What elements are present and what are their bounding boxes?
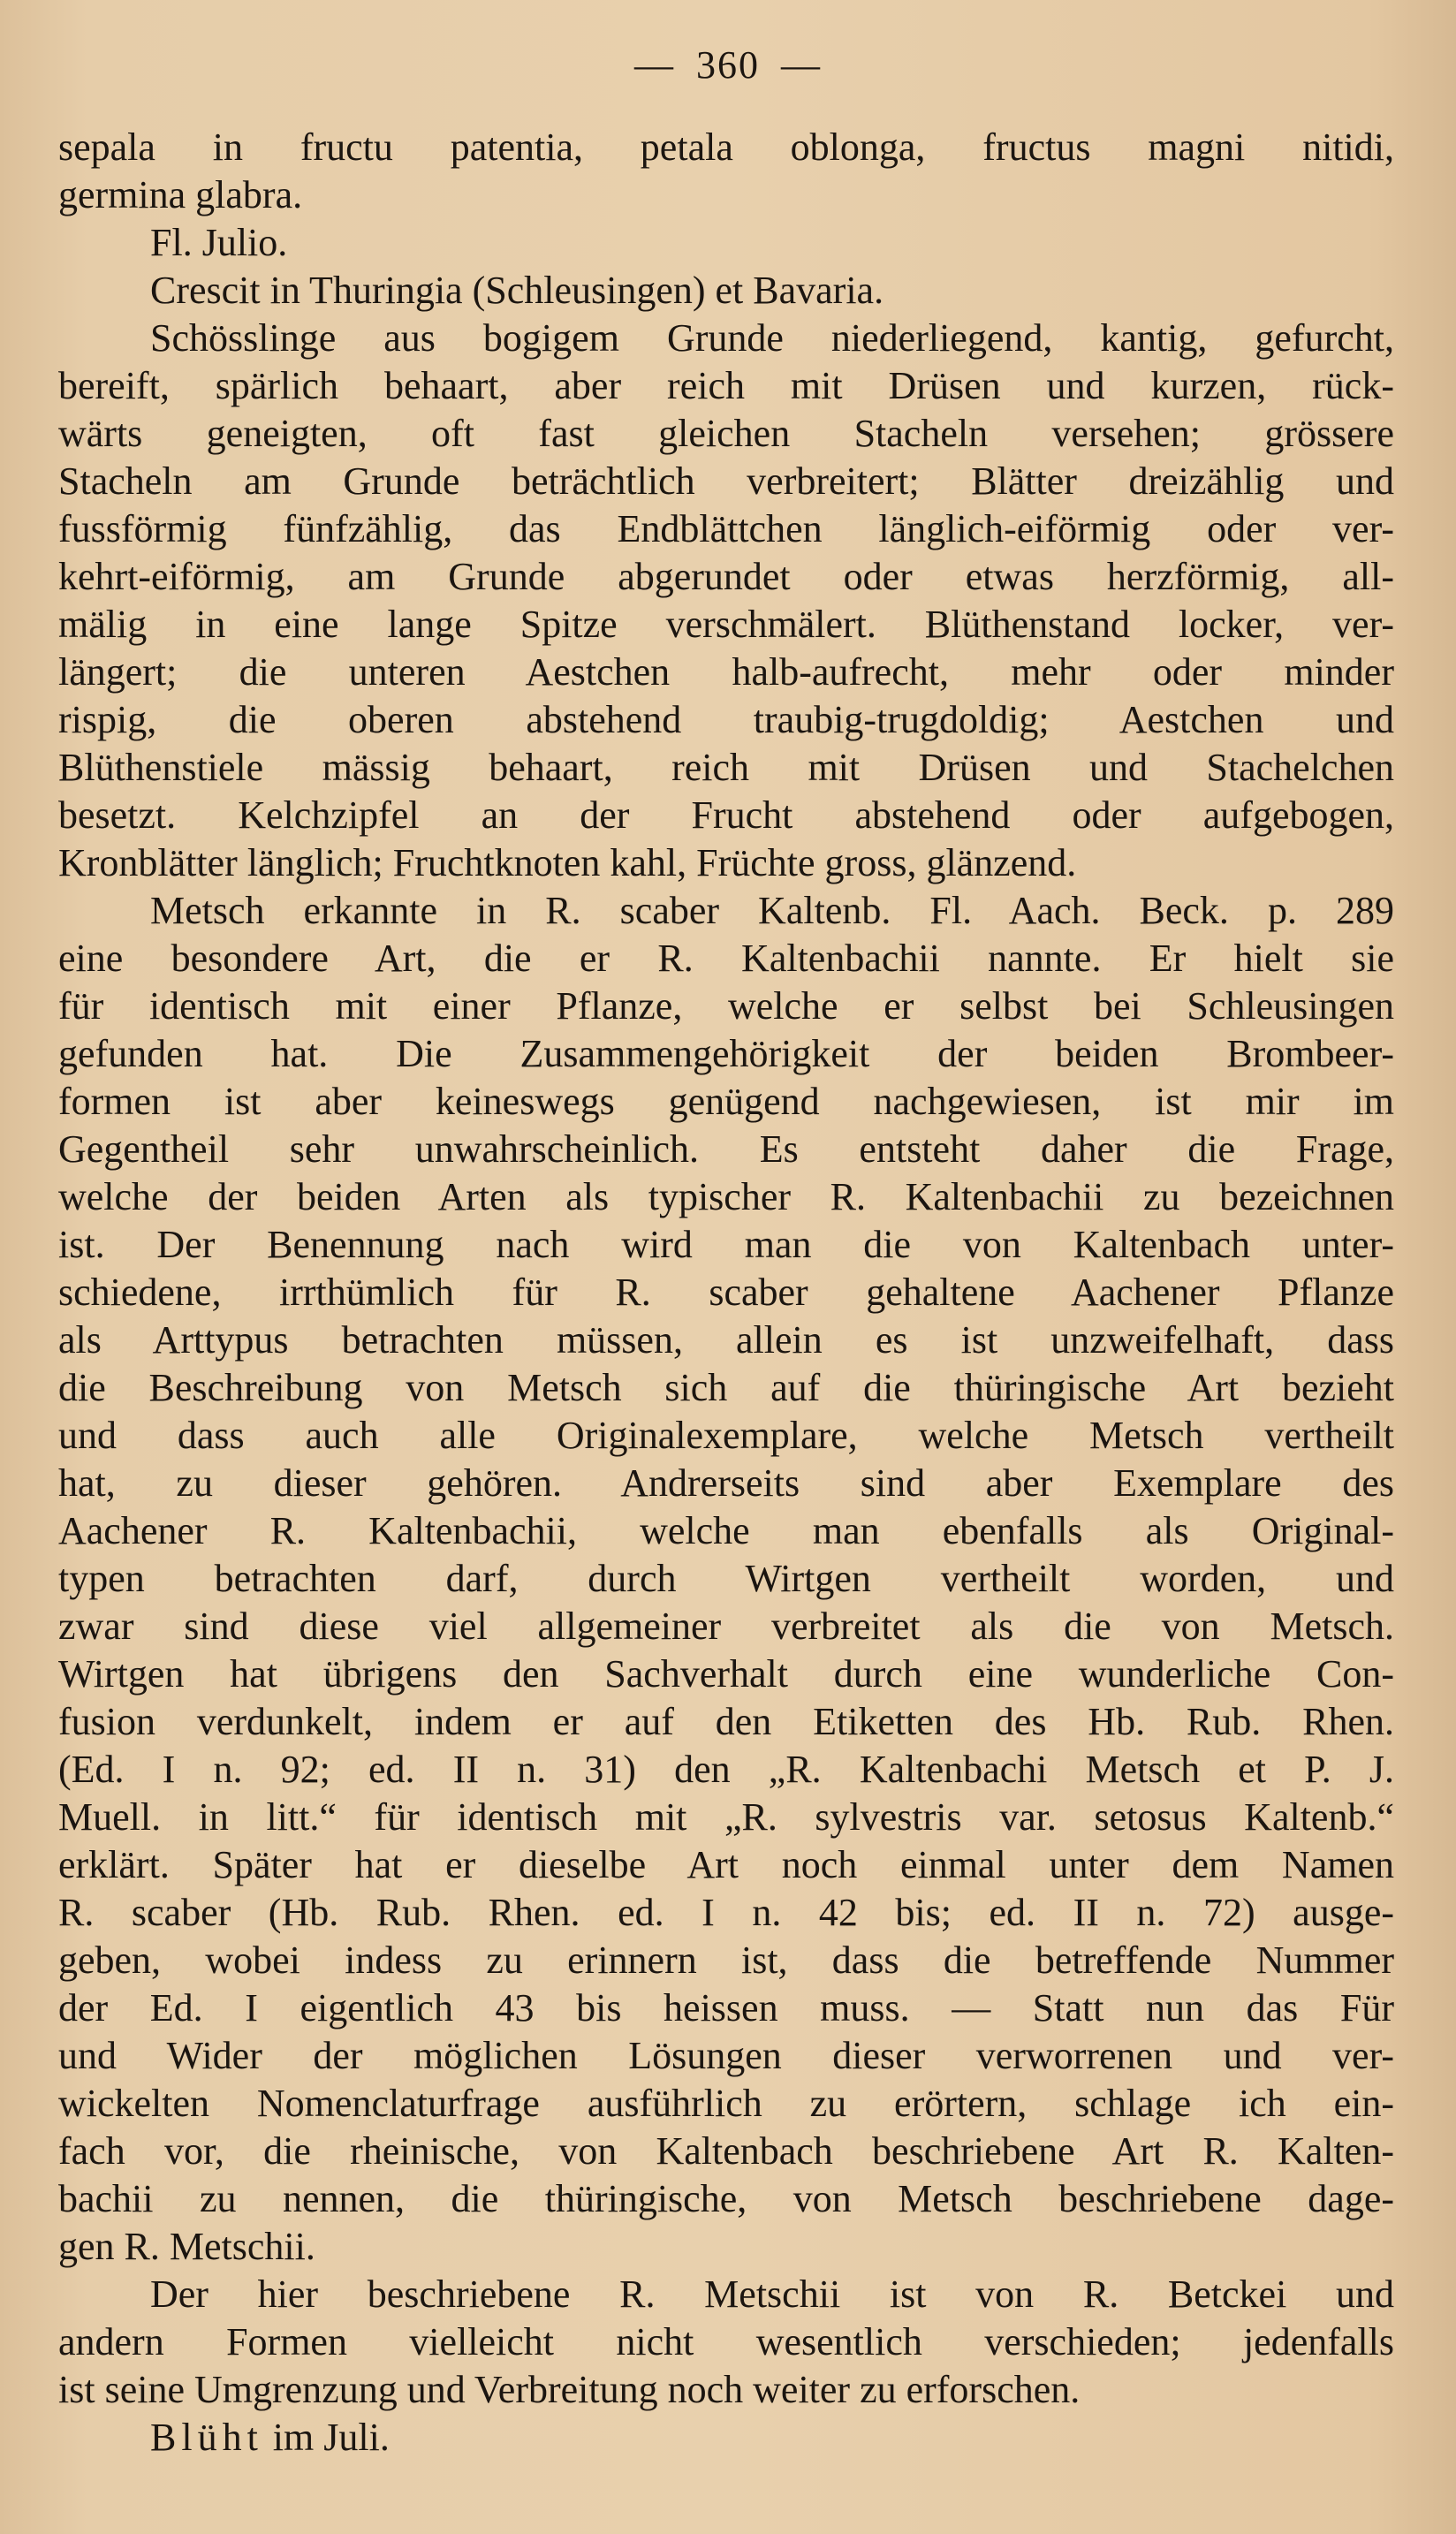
text-line: fach vor, die rheinische, von Kaltenbach beschriebene Art R. Kalten- xyxy=(58,2129,1394,2173)
text-line: besetzt. Kelchzipfel an der Frucht abstehend oder aufgebogen, xyxy=(58,793,1394,837)
text-line: schiedene, irrthümlich für R. scaber gehaltene Aachener Pflanze xyxy=(58,1271,1394,1314)
text-line: und dass auch alle Originalexemplare, welche Metsch vertheilt xyxy=(58,1414,1394,1457)
text-line: kehrt-eiförmig, am Grunde abgerundet oder etwas herzförmig, all- xyxy=(58,555,1394,598)
text-line: wärts geneigten, oft fast gleichen Stacheln versehen; grössere xyxy=(58,412,1394,455)
body-text xyxy=(58,124,1394,2462)
text-line: ist seine Umgrenzung und Verbreitung noch weiter zu erforschen. xyxy=(58,2368,1081,2411)
text-line: Muell. in litt.“ für identisch mit „R. sylvestris var. setosus Kaltenb.“ xyxy=(58,1795,1394,1839)
text-line: fusion verdunkelt, indem er auf den Etiketten des Hb. Rub. Rhen. xyxy=(58,1700,1394,1743)
text-line-flowering: Blüht im Juli. xyxy=(150,2416,390,2459)
text-line: typen betrachten darf, durch Wirtgen vertheilt worden, und xyxy=(58,1557,1394,1600)
text-line: sepala in fructu patentia, petala oblonga, fructus magni nitidi, xyxy=(58,125,1394,169)
text-line: bachii zu nennen, die thüringische, von Metsch beschriebene dage- xyxy=(58,2177,1394,2220)
text-line: Blüthenstiele mässig behaart, reich mit Drüsen und Stachelchen xyxy=(58,746,1394,789)
text-line: Fl. Julio. xyxy=(150,221,288,264)
text-line: Stacheln am Grunde beträchtlich verbreitert; Blätter dreizählig und xyxy=(58,459,1394,503)
text-line: Kronblätter länglich; Fruchtknoten kahl, Früchte gross, glänzend. xyxy=(58,841,1077,884)
text-line: hat, zu dieser gehören. Andrerseits sind aber Exemplare des xyxy=(58,1461,1394,1505)
text-line: fussförmig fünfzählig, das Endblättchen länglich-eiförmig oder ver- xyxy=(58,507,1394,550)
text-line: Aachener R. Kaltenbachii, welche man ebenfalls als Original- xyxy=(58,1509,1394,1552)
text-line: die Beschreibung von Metsch sich auf die thüringische Art bezieht xyxy=(58,1366,1394,1409)
text-line: und Wider der möglichen Lösungen dieser verworrenen und ver- xyxy=(58,2034,1394,2077)
text-line: welche der beiden Arten als typischer R. Kaltenbachii zu bezeichnen xyxy=(58,1175,1394,1218)
spaced-word: Blüht xyxy=(150,2416,263,2459)
text-line: bereift, spärlich behaart, aber reich mit Drüsen und kurzen, rück- xyxy=(58,364,1394,407)
page-number-header xyxy=(0,42,1456,87)
text-line: wickelten Nomenclaturfrage ausführlich zu erörtern, schlage ich ein- xyxy=(58,2082,1394,2125)
text-line: formen ist aber keineswegs genügend nachgewiesen, ist mir im xyxy=(58,1080,1394,1123)
text-line: andern Formen vielleicht nicht wesentlich verschieden; jedenfalls xyxy=(58,2320,1394,2363)
text-line: Crescit in Thuringia (Schleusingen) et Bavaria. xyxy=(150,269,884,312)
text-line: germina glabra. xyxy=(58,173,303,216)
text-line: für identisch mit einer Pflanze, welche er selbst bei Schleusingen xyxy=(58,984,1394,1028)
text-line: mälig in eine lange Spitze verschmälert. Blüthenstand locker, ver- xyxy=(58,603,1394,646)
text-line: der Ed. I eigentlich 43 bis heissen muss. — Statt nun das Für xyxy=(58,1986,1394,2029)
text-line: (Ed. I n. 92; ed. II n. 31) den „R. Kaltenbachi Metsch et P. J. xyxy=(58,1748,1394,1791)
text-line: Gegentheil sehr unwahrscheinlich. Es entsteht daher die Frage, xyxy=(58,1127,1394,1171)
page-number: 360 xyxy=(696,43,760,87)
text-line: Schösslinge aus bogigem Grunde niederliegend, kantig, gefurcht, xyxy=(150,316,1394,360)
text-line: längert; die unteren Aestchen halb-aufrecht, mehr oder minder xyxy=(58,650,1394,694)
header-dash-left: — xyxy=(634,43,675,87)
text-line: ist. Der Benennung nach wird man die von Kaltenbach unter- xyxy=(58,1223,1394,1266)
text-line: eine besondere Art, die er R. Kaltenbachii nannte. Er hielt sie xyxy=(58,937,1394,980)
text-line: gen R. Metschii. xyxy=(58,2225,315,2268)
text-line: Metsch erkannte in R. scaber Kaltenb. Fl. Aach. Beck. p. 289 xyxy=(150,889,1394,932)
text-line: rispig, die oberen abstehend traubig-trugdoldig; Aestchen und xyxy=(58,698,1394,741)
text-line: Der hier beschriebene R. Metschii ist von R. Betckei und xyxy=(150,2272,1394,2316)
text-line: R. scaber (Hb. Rub. Rhen. ed. I n. 42 bis; ed. II n. 72) ausge- xyxy=(58,1891,1394,1934)
text-line: gefunden hat. Die Zusammengehörigkeit der beiden Brombeer- xyxy=(58,1032,1394,1075)
text-line: Wirtgen hat übrigens den Sachverhalt durch eine wunderliche Con- xyxy=(58,1652,1394,1696)
text-line: zwar sind diese viel allgemeiner verbreitet als die von Metsch. xyxy=(58,1605,1394,1648)
header-dash-right: — xyxy=(781,43,822,87)
text-line: erklärt. Später hat er dieselbe Art noch einmal unter dem Namen xyxy=(58,1843,1394,1886)
text-line: geben, wobei indess zu erinnern ist, dass die betreffende Nummer xyxy=(58,1938,1394,1982)
text-line: als Arttypus betrachten müssen, allein es ist unzweifelhaft, dass xyxy=(58,1318,1394,1362)
